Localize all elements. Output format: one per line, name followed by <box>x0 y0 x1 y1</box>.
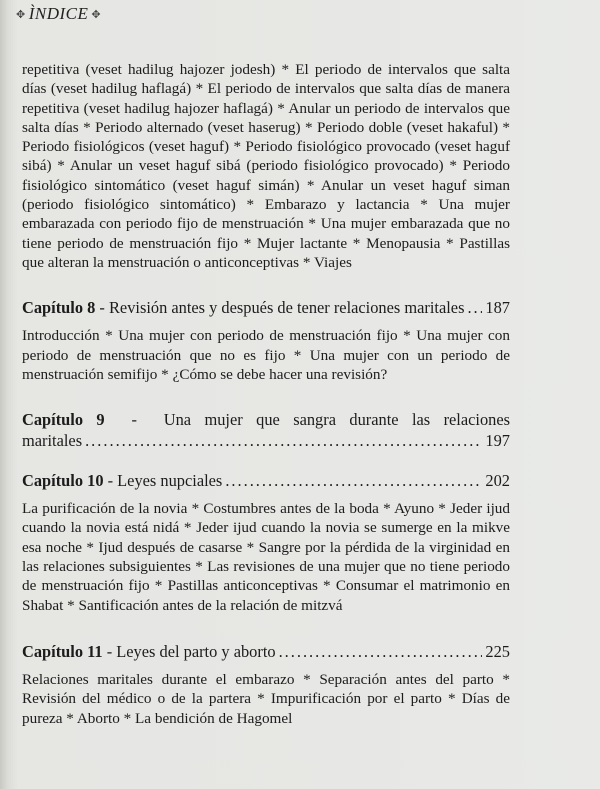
chapter-title: Una mujer que sangra durante las relaciones <box>163 410 510 430</box>
running-head <box>16 4 101 24</box>
toc-entry-chapter-8 <box>22 297 510 318</box>
chapter-label: Capítulo 9 <box>22 410 105 430</box>
toc-entry-chapter-10 <box>22 470 510 491</box>
chapter-page-number: 225 <box>485 641 510 661</box>
running-head-title: ÌNDICE <box>28 4 89 23</box>
chapter-page-number: 202 <box>485 471 510 491</box>
dot-leader <box>467 297 482 318</box>
chapter-label: Capítulo 11 <box>22 641 103 661</box>
chapter-separator: - <box>103 471 118 491</box>
toc-entry-chapter-11 <box>22 641 510 662</box>
chapter-description: Introducción * Una mujer con periodo de menstruación fijo * Una mujer con periodo de menstruación que no es fijo * Una mujer con un periodo de menstruación semifijo * ¿Cómo se debe hacer una revisión? <box>22 327 510 383</box>
chapter-title-continued: maritales <box>22 431 83 451</box>
chapter-heading-line <box>22 409 510 430</box>
toc-entry-chapter-9 <box>22 409 510 451</box>
chapter-page-number: 187 <box>485 298 510 318</box>
fleuron-left-icon: ✥ <box>16 8 26 21</box>
table-of-contents <box>22 60 510 728</box>
chapter-label: Capítulo 10 <box>22 471 104 491</box>
dot-leader <box>225 470 482 491</box>
dot-leader <box>279 641 483 662</box>
chapter-heading-line-2 <box>22 430 510 451</box>
fleuron-right-icon: ✥ <box>91 8 102 21</box>
continued-chapter-description: repetitiva (veset hadilug hajozer jodesh) * El periodo de intervalos que salta días (veset hadilug haflagá) * El periodo de intervalos que salta días de manera repetitiva (veset hadilug hajozer haflagá) * Anular un periodo de intervalos que salta días * Periodo alternado (veset haserug) * Periodo doble (veset hakaful) * Periodo fisiológicos (veset haguf) * Periodo fisiológico provocado (veset haguf sibá) * Anular un veset haguf sibá (periodo fisiológico provocado) * Periodo fisiológico sintomático (veset haguf simán) * Anular un veset haguf siman (periodo fisiológico sintomático) * Embarazo y lactancia * Una mujer embarazada con periodo fijo de menstruación * Una mujer embarazada que no tiene periodo de menstruación fijo * Mujer lactante * Menopausia * Pastillas que alteran la menstruación o anticonceptivas * Viajes <box>22 61 510 271</box>
chapter-title: Leyes nupciales <box>117 471 223 491</box>
chapter-title: Leyes del parto y aborto <box>116 641 276 661</box>
chapter-separator: - <box>102 641 117 661</box>
chapter-separator: - <box>118 410 151 430</box>
chapter-description: La purificación de la novia * Costumbres antes de la boda * Ayuno * Jeder ijud cuando la novia está nidá * Jeder ijud cuando la novia se sumerge en la mikve esa noche * Ijud después de casarse * Sangre por la pérdida de la virginidad en las relaciones subsiguientes * Las revisiones de una mujer que no tiene periodo de menstruación fijo * Pastillas anticonceptivas * Consumar el matrimonio en Shabat * Santificación antes de la relación de mitzvá <box>22 500 510 614</box>
chapter-page-number: 197 <box>485 431 510 451</box>
chapter-description: Relaciones maritales durante el embarazo * Separación antes del parto * Revisión del médico o de la partera * Impurificación por el parto * Días de pureza * Aborto * La bendición de Hagomel <box>22 670 510 727</box>
chapter-title: Revisión antes y después de tener relaciones maritales <box>108 298 465 318</box>
chapter-label: Capítulo 8 <box>22 298 96 318</box>
chapter-separator: - <box>95 298 109 318</box>
dot-leader <box>85 430 482 451</box>
